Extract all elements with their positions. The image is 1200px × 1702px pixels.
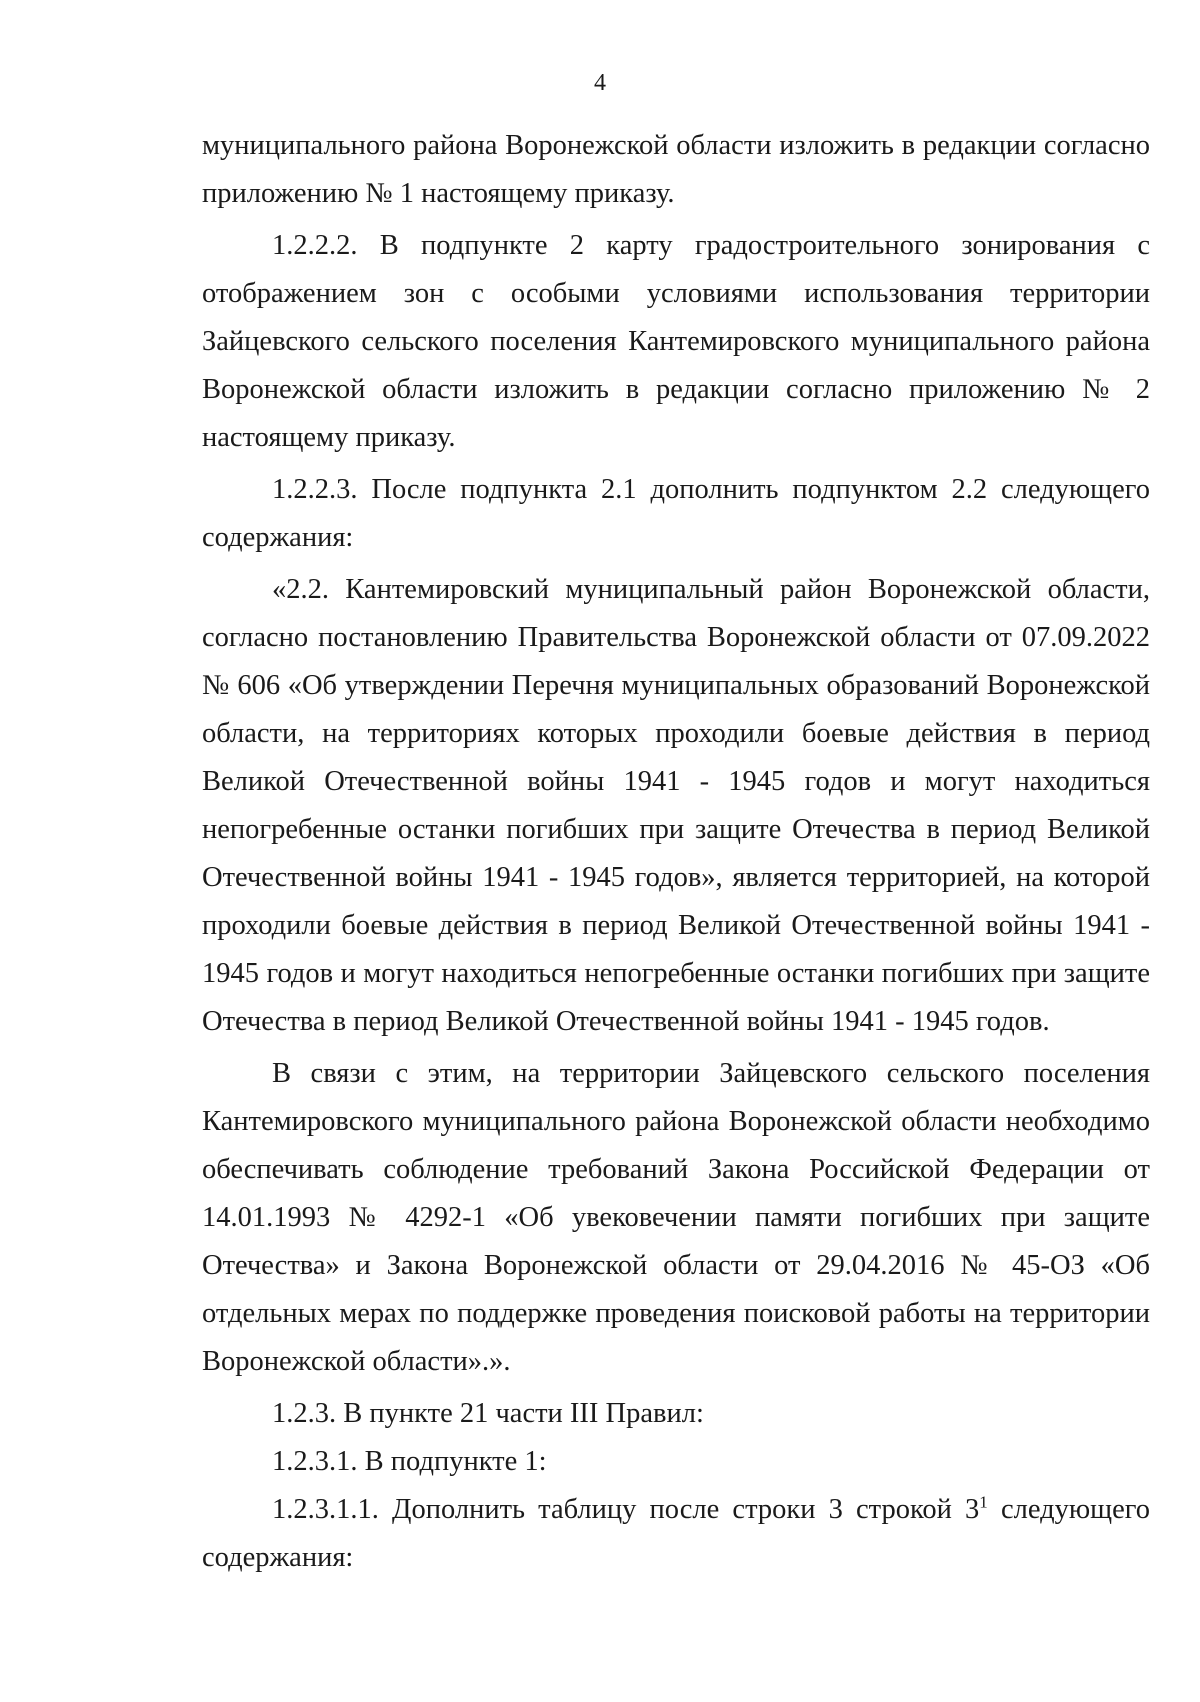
document-body	[202, 122, 1150, 1582]
paragraph: 1.2.3. В пункте 21 части III Правил:	[272, 1398, 704, 1429]
paragraph-with-superscript	[202, 1486, 1150, 1582]
paragraph-text-end: следующего содержания:	[202, 1494, 1150, 1573]
superscript: 1	[979, 1492, 988, 1512]
page-number: 4	[594, 70, 606, 96]
paragraph-text-start: 1.2.3.1.1. Дополнить таблицу после строки 3 строкой 3	[272, 1494, 980, 1525]
paragraph: 1.2.2.3. После подпункта 2.1 дополнить подпунктом 2.2 следующего содержания:	[202, 474, 1150, 553]
paragraph: «2.2. Кантемировский муниципальный район Воронежской области, согласно постановлению Правительства Воронежской области от 07.09.2022 № 606 «Об утверждении Перечня муниципальных образований Воронежской области, на территориях которых проходили боевые действия в период Великой Отечественной войны 1941 - 1945 годов и могут находиться непогребенные останки погибших при защите Отечества в период Великой Отечественной войны 1941 - 1945 годов», является территорией, на которой проходили боевые действия в период Великой Отечественной войны 1941 - 1945 годов и могут находиться непогребенные останки погибших при защите Отечества в период Великой Отечественной войны 1941 - 1945 годов.	[202, 574, 1150, 1037]
paragraph: муниципального района Воронежской области изложить в редакции согласно приложению № 1 настоящему приказу.	[202, 130, 1150, 209]
paragraph: В связи с этим, на территории Зайцевского сельского поселения Кантемировского муниципального района Воронежской области необходимо обеспечивать соблюдение требований Закона Российской Федерации от 14.01.1993 № 4292-1 «Об увековечении памяти погибших при защите Отечества» и Закона Воронежской области от 29.04.2016 № 45-ОЗ «Об отдельных мерах по поддержке проведения поисковой работы на территории Воронежской области».».	[202, 1058, 1150, 1377]
paragraph: 1.2.2.2. В подпункте 2 карту градостроительного зонирования с отображением зон с особыми условиями использования территории Зайцевского сельского поселения Кантемировского муниципального района Воронежской области изложить в редакции согласно приложению № 2 настоящему приказу.	[202, 230, 1150, 453]
paragraph: 1.2.3.1. В подпункте 1:	[272, 1446, 547, 1477]
